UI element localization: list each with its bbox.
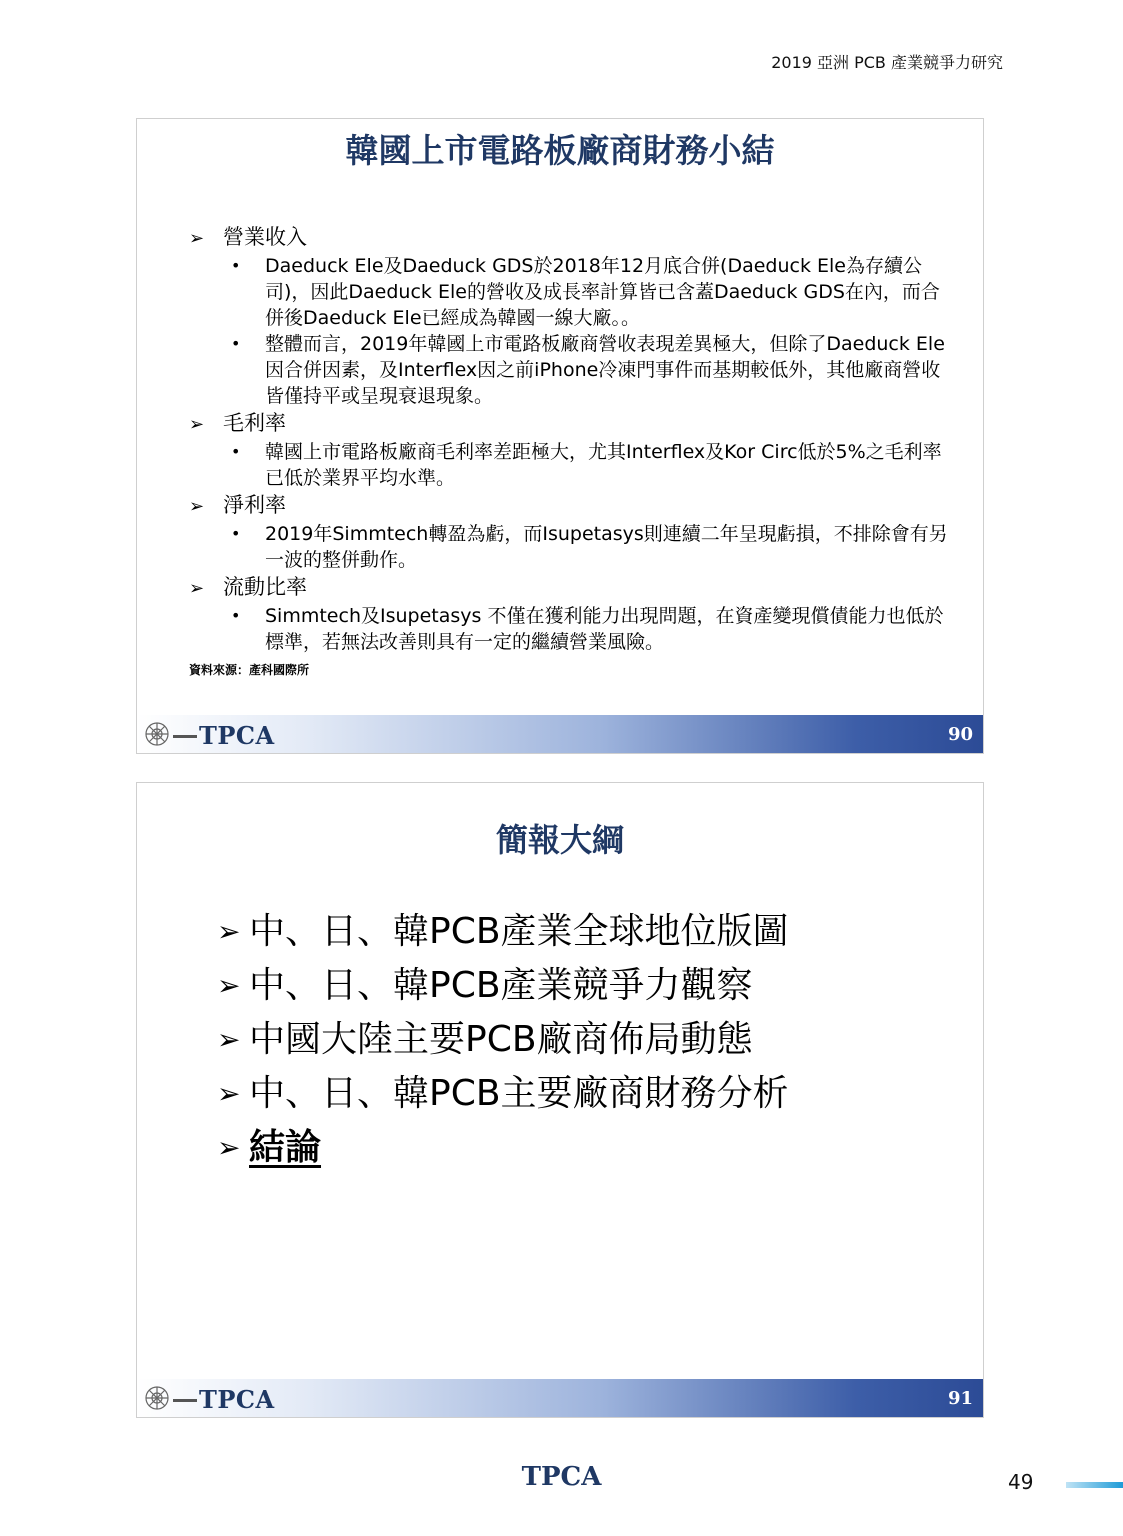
bullet-text: 韓國上市電路板廠商毛利率差距極大，尤其Interflex及Kor Circ低於5%之毛利率已低於業界平均水準。 <box>265 441 942 489</box>
arrow-bullet-icon: ➢ <box>217 1077 241 1110</box>
logo-dash <box>173 735 197 738</box>
page-number: 49 <box>1008 1470 1034 1494</box>
slide-body <box>189 223 949 655</box>
bullet-text: Simmtech及Isupetasys 不僅在獲利能力出現問題，在資產變現償債能力也低於標準，若無法改善則具有一定的繼續營業風險。 <box>265 605 944 653</box>
list-item <box>231 521 949 573</box>
list-item <box>231 439 949 491</box>
outline-item-active <box>217 1121 937 1175</box>
section-gross-margin <box>189 409 949 491</box>
page-footer-logo: TPCA <box>521 1462 602 1492</box>
list-item <box>231 253 949 331</box>
arrow-bullet-icon: ➢ <box>217 969 241 1002</box>
bullet-text: Daeduck Ele及Daeduck GDS於2018年12月底合併(Daeduck Ele為存續公司)，因此Daeduck Ele的營收及成長率計算皆已含蓋Daeduck GDS在內，而合併後Daeduck Ele已經成為韓國一線大廠。。 <box>265 255 940 329</box>
bullet-dot-icon: • <box>231 524 241 543</box>
slide-footer-bar <box>137 715 983 753</box>
tpca-emblem-icon <box>139 1382 175 1414</box>
bullet-dot-icon: • <box>231 334 241 353</box>
arrow-bullet-icon: ➢ <box>217 1131 241 1164</box>
tpca-emblem-icon <box>139 718 175 750</box>
slide-number: 91 <box>947 1388 973 1409</box>
outline-text: 結論 <box>249 1127 322 1168</box>
page-header-title: 2019 亞洲 PCB 產業競爭力研究 <box>771 53 1003 72</box>
section-revenue <box>189 223 949 409</box>
logo-dash <box>173 1399 197 1402</box>
arrow-bullet-icon: ➢ <box>189 578 205 599</box>
bullet-dot-icon: • <box>231 442 241 461</box>
slide-90 <box>136 118 984 754</box>
section-heading: 毛利率 <box>223 411 286 435</box>
arrow-bullet-icon: ➢ <box>189 496 205 517</box>
bullet-text: 2019年Simmtech轉盈為虧，而Isupetasys則連續二年呈現虧損，不排除會有另一波的整併動作。 <box>265 523 948 571</box>
list-item <box>231 331 949 409</box>
section-heading: 淨利率 <box>223 493 286 517</box>
slide-footer-bar <box>137 1379 983 1417</box>
section-current-ratio <box>189 573 949 655</box>
outline-item <box>217 905 937 959</box>
tpca-logo: TPCA <box>199 721 275 750</box>
outline-item <box>217 1067 937 1121</box>
outline-text: 中、日、韓PCB產業競爭力觀察 <box>249 965 753 1006</box>
arrow-bullet-icon: ➢ <box>189 228 205 249</box>
slide-title: 簡報大綱 <box>495 821 624 859</box>
slide-number: 90 <box>947 724 973 745</box>
slide-91 <box>136 782 984 1418</box>
arrow-bullet-icon: ➢ <box>189 414 205 435</box>
tpca-logo: TPCA <box>199 1385 275 1414</box>
list-item <box>231 603 949 655</box>
outline-list <box>217 905 937 1175</box>
section-net-margin <box>189 491 949 573</box>
outline-item <box>217 959 937 1013</box>
section-heading: 流動比率 <box>223 575 307 599</box>
slide-title: 韓國上市電路板廠商財務小結 <box>345 131 775 170</box>
outline-item <box>217 1013 937 1067</box>
arrow-bullet-icon: ➢ <box>217 1023 241 1056</box>
outline-text: 中、日、韓PCB產業全球地位版圖 <box>249 911 789 952</box>
arrow-bullet-icon: ➢ <box>217 915 241 948</box>
bullet-text: 整體而言，2019年韓國上市電路板廠商營收表現差異極大，但除了Daeduck Ele 因合併因素，及Interflex因之前iPhone冷凍門事件而基期較低外，其他廠商營收皆僅持平或呈現衰退現象。 <box>265 333 945 407</box>
page-corner-stripe <box>1066 1482 1123 1488</box>
source-note: 資料來源：產科國際所 <box>189 663 310 677</box>
bullet-dot-icon: • <box>231 256 241 275</box>
bullet-dot-icon: • <box>231 606 241 625</box>
outline-text: 中國大陸主要PCB廠商佈局動態 <box>249 1019 753 1060</box>
outline-text: 中、日、韓PCB主要廠商財務分析 <box>249 1073 789 1114</box>
section-heading: 營業收入 <box>223 225 307 249</box>
